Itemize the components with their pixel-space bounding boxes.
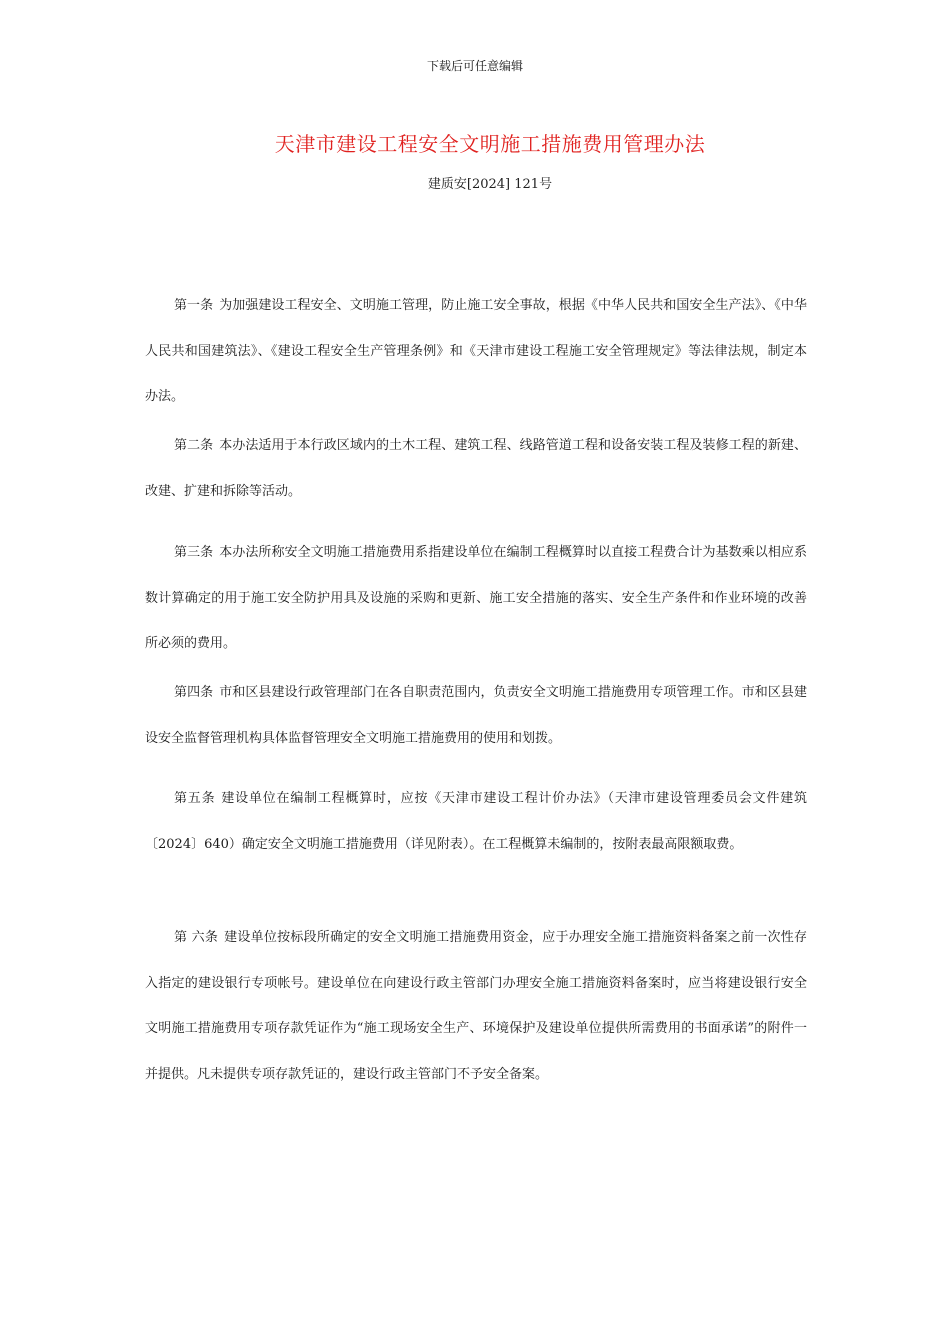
article-number: 第二条 (174, 438, 214, 453)
article-number: 第五条 (174, 791, 216, 806)
article-text: 本办法所称安全文明施工措施费用系指建设单位在编制工程概算时以直接工程费合计为基数乘以相应系数计算确定的用于施工安全防护用具及设施的采购和更新、施工安全措施的落实、安全生产条件和作业环境的改善所必须的费用。 (145, 545, 807, 651)
article-text: 本办法适用于本行政区域内的土木工程、建筑工程、线路管道工程和设备安装工程及装修工程的新建、改建、扩建和拆除等活动。 (145, 438, 807, 499)
article-3 (145, 530, 807, 667)
article-text: 建设单位按标段所确定的安全文明施工措施费用资金，应于办理安全施工措施资料备案之前一次性存入指定的建设银行专项帐号。建设单位在向建设行政主管部门办理安全施工措施资料备案时，应当将建设银行安全文明施工措施费用专项存款凭证作为“施工现场安全生产、环境保护及建设单位提供所需费用的书面承诺”的附件一并提供。凡未提供专项存款凭证的，建设行政主管部门不予安全备案。 (145, 930, 807, 1082)
article-1 (145, 283, 807, 420)
article-number: 第一条 (174, 298, 214, 313)
article-2 (145, 423, 807, 514)
article-5 (145, 776, 807, 867)
article-number: 第四条 (174, 685, 214, 700)
article-number: 第 六条 (174, 930, 219, 945)
document-title: 天津市建设工程安全文明施工措施费用管理办法 (274, 132, 706, 156)
article-number: 第三条 (174, 545, 214, 560)
download-note: 下载后可任意编辑 (426, 59, 523, 73)
article-text: 市和区县建设行政管理部门在各自职责范围内，负责安全文明施工措施费用专项管理工作。市和区县建设安全监督管理机构具体监督管理安全文明施工措施费用的使用和划拨。 (145, 685, 807, 746)
article-4 (145, 670, 807, 761)
article-text: 建设单位在编制工程概算时，应按《天津市建设工程计价办法》（天津市建设管理委员会文件建筑〔2024〕640）确定安全文明施工措施费用（详见附表）。在工程概算未编制的，按附表最高限额取费。 (145, 791, 807, 852)
article-text: 为加强建设工程安全、文明施工管理，防止施工安全事故，根据《中华人民共和国安全生产法》、《中华人民共和国建筑法》、《建设工程安全生产管理条例》和《天津市建设工程施工安全管理规定》等法律法规，制定本办法。 (145, 298, 807, 404)
article-6 (145, 915, 807, 1097)
document-number: 建质安[2024] 121号 (427, 177, 553, 192)
